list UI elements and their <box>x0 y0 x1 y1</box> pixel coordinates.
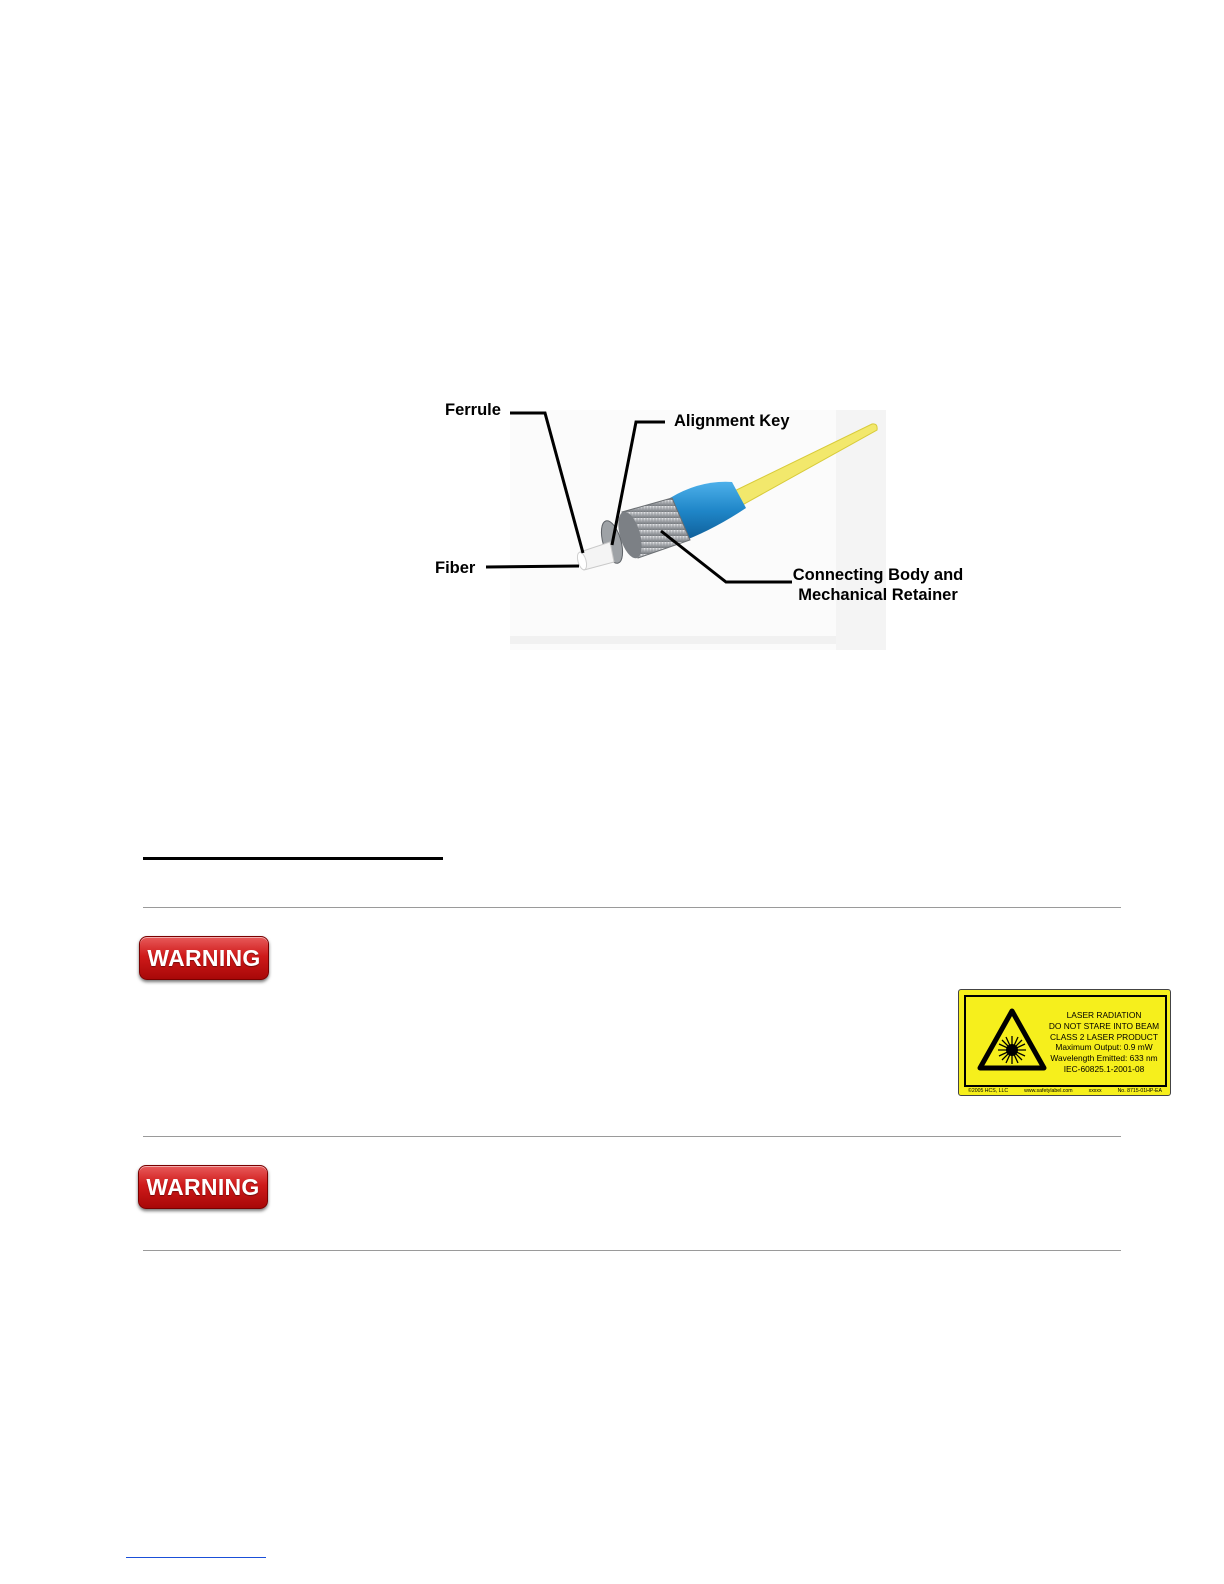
divider <box>143 1250 1121 1251</box>
warning-badge: WARNING <box>138 1165 268 1209</box>
laser-label-line: LASER RADIATION <box>1066 1010 1142 1020</box>
laser-label-footer-item: xxxxx <box>1088 1088 1102 1094</box>
laser-label-footer-item: www.safetylabel.com <box>1024 1088 1073 1094</box>
fiber-label: Fiber <box>435 559 476 577</box>
connector-figure <box>0 0 1224 700</box>
laser-label-line: DO NOT STARE INTO BEAM <box>1048 1020 1160 1031</box>
laser-label-line: IEC-60825.1-2001-08 <box>1063 1063 1145 1074</box>
laser-label-text <box>1043 1010 1165 1075</box>
laser-label-line: Wavelength Emitted: 633 nm <box>1050 1053 1158 1064</box>
laser-hazard-icon <box>977 1008 1047 1072</box>
divider <box>143 907 1121 908</box>
connecting-body-label-line2: Mechanical Retainer <box>798 586 958 604</box>
connecting-body-label <box>788 565 968 605</box>
laser-label-line: CLASS 2 LASER PRODUCT <box>1050 1031 1158 1042</box>
laser-label-footer <box>968 1088 1162 1094</box>
laser-safety-label <box>958 989 1171 1096</box>
laser-label-footer-item: ©2005 HCS, LLC <box>968 1088 1009 1094</box>
laser-label-line: Maximum Output: 0.9 mW <box>1055 1042 1153 1053</box>
laser-label-footer-item: No. 8715-01HP-EA <box>1117 1088 1162 1094</box>
warning-badge: WARNING <box>139 936 269 980</box>
footer-link[interactable] <box>126 1557 266 1558</box>
leader-lines <box>0 0 1224 700</box>
section-heading-rule <box>143 857 443 860</box>
divider <box>143 1136 1121 1137</box>
alignment-key-label: Alignment Key <box>674 412 790 430</box>
connecting-body-label-line1: Connecting Body and <box>792 566 964 584</box>
ferrule-label: Ferrule <box>445 401 501 419</box>
